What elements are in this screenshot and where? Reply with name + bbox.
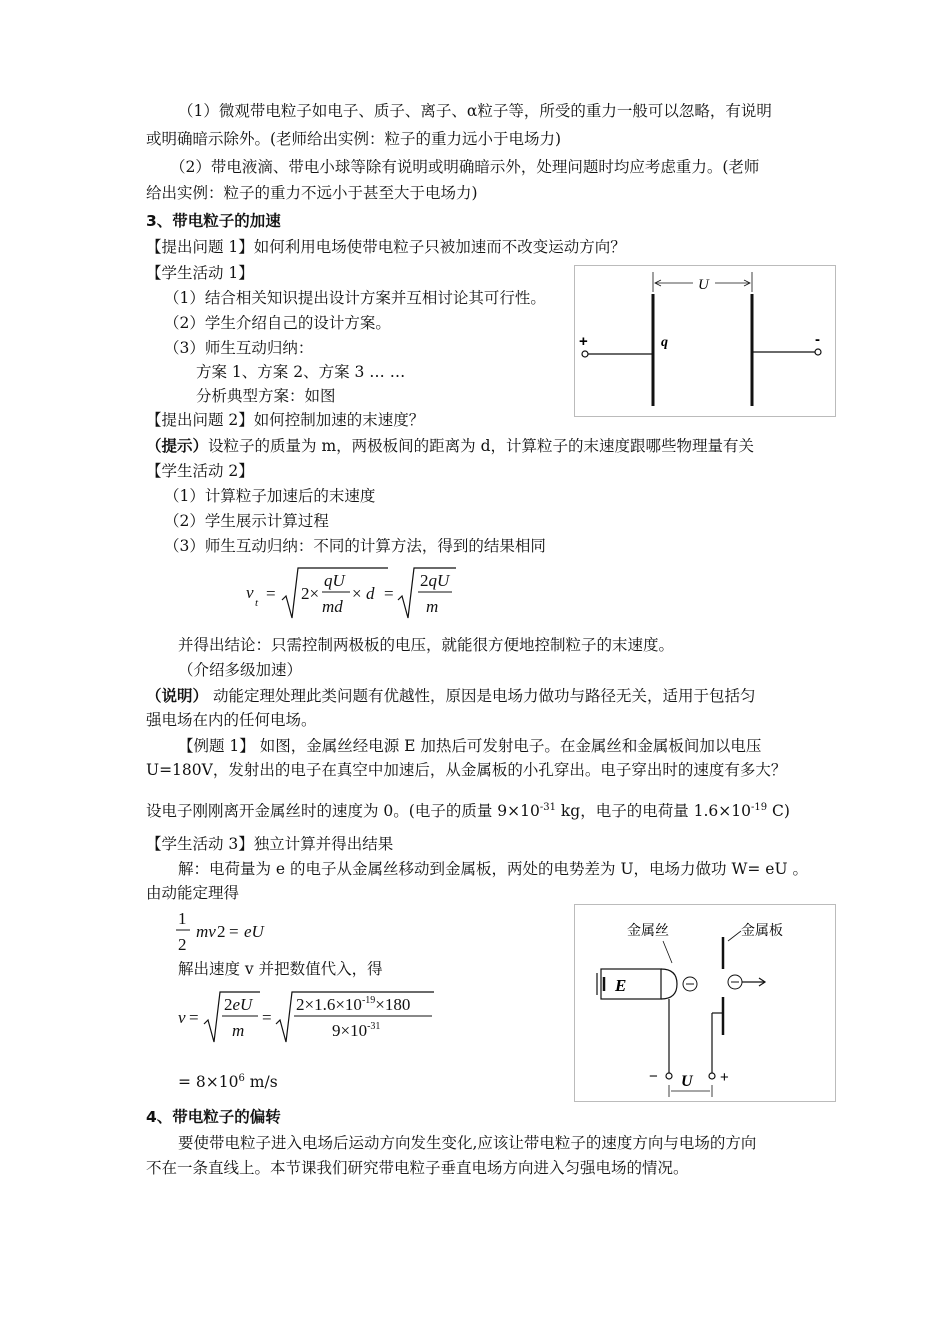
activity-3: 【学生活动 3】独立计算并得出结果	[146, 835, 394, 853]
svg-text:=: =	[189, 1008, 199, 1027]
svg-text:2eU: 2eU	[224, 995, 253, 1014]
activity-1-item-1: （1）结合相关知识提出设计方案并互相讨论其可行性。	[164, 289, 546, 307]
example-1c-text: 设电子刚刚离开金属丝时的速度为 0。(电子的质量 9×10	[146, 802, 540, 821]
note-text-a: 动能定理处理此类问题有优越性，原因是电场力做功与路径无关，适用于包括匀	[208, 687, 756, 705]
battery	[601, 969, 661, 999]
formula-velocity	[172, 986, 442, 1048]
svg-text:2×: 2×	[301, 584, 320, 603]
multi-stage: （介绍多级加速）	[178, 661, 303, 679]
para-1b: 或明确暗示除外。(老师给出实例：粒子的重力远小于电场力)	[146, 130, 562, 148]
example-1b: U=180V，发射出的电子在真空中加速后，从金属板的小孔穿出。电子穿出时的速度有多大？	[146, 761, 787, 779]
hint-label: （提示）	[146, 437, 209, 455]
svg-text:1: 1	[178, 909, 187, 928]
svg-text:v: v	[178, 1008, 186, 1027]
para-4a: 要使带电粒子进入电场后运动方向发生变化,应该让带电粒子的速度方向与电场的方向	[178, 1134, 757, 1152]
figure-filament	[574, 904, 836, 1102]
figure-plates	[574, 265, 836, 417]
svg-text:d: d	[366, 584, 375, 603]
positive-terminal	[582, 351, 588, 357]
question-2: 【提出问题 2】如何控制加速的末速度？	[146, 411, 425, 429]
solution-c: 解出速度 v 并把数值代入，得	[178, 960, 383, 978]
activity-2-item-3: （3）师生互动归纳：不同的计算方法，得到的结果相同	[164, 537, 546, 555]
example-1c	[146, 797, 790, 822]
wire-label: 金属丝	[627, 923, 669, 939]
formula-vt	[238, 562, 468, 624]
para-2b: 给出实例：粒子的重力不远小于甚至大于电场力)	[146, 184, 478, 202]
svg-text:2qU: 2qU	[420, 571, 450, 590]
svg-text:mv: mv	[196, 922, 216, 941]
activity-1-item-4: 方案 1、方案 2、方案 3 … …	[196, 363, 406, 381]
activity-1-item-2: （2）学生介绍自己的设计方案。	[164, 314, 391, 332]
svg-text:9×10-31: $9\times 10^{-31}$	[332, 1021, 381, 1040]
svg-text:qU: qU	[324, 571, 345, 590]
note-b: 强电场在内的任何电场。	[146, 711, 317, 729]
svg-text:2: 2	[178, 935, 187, 954]
example-1a: 【例题 1】 如图，金属丝经电源 E 加热后可发射电子。在金属丝和金属板间加以电压	[178, 737, 762, 755]
plates-diagram	[575, 266, 835, 416]
activity-2-item-2: （2）学生展示计算过程	[164, 512, 329, 530]
solution-b: 由动能定理得	[146, 884, 240, 902]
solution-a: 解：电荷量为 e 的电子从金属丝移动到金属板，两处的电势差为 U，电场力做功 W= eU 。	[178, 860, 808, 878]
conclusion: 并得出结论：只需控制两极板的电压，就能很方便地控制粒子的末速度。	[178, 636, 675, 654]
fig1-q-label: q	[661, 335, 668, 350]
fig2-U-label: U	[681, 1073, 693, 1090]
fig2-minus: −	[649, 1068, 658, 1085]
result-unit: m/s	[244, 1073, 278, 1092]
para-1a: （1）微观带电粒子如电子、质子、离子、α粒子等，所受的重力一般可以忽略，有说明	[178, 102, 772, 120]
example-1c-end: C)	[767, 802, 790, 821]
svg-text:=: =	[262, 1008, 272, 1027]
fig1-plus: +	[579, 333, 588, 350]
activity-2-item-1: （1）计算粒子加速后的末速度	[164, 487, 376, 505]
heading-4: 4、带电粒子的偏转	[146, 1108, 281, 1126]
electron-mass-exponent: -31	[539, 802, 556, 813]
svg-text:=: =	[229, 922, 239, 941]
battery-E-label: E	[615, 976, 627, 995]
electron-charge-exponent: -19	[750, 802, 768, 813]
svg-text:=: =	[384, 584, 394, 603]
negative-terminal	[815, 349, 821, 355]
svg-text:2: 2	[217, 922, 226, 941]
heading-3: 3、带电粒子的加速	[146, 212, 281, 230]
result-value: = 8×10	[178, 1073, 239, 1092]
svg-text:=: =	[266, 584, 276, 603]
para-2a: （2）带电液滴、带电小球等除有说明或明确暗示外，处理问题时均应考虑重力。(老师	[170, 158, 760, 176]
hint-text: 设粒子的质量为 m，两极板间的距离为 d，计算粒子的末速度跟哪些物理量有关	[208, 437, 754, 455]
result-exponent: 6	[238, 1073, 245, 1084]
question-1: 【提出问题 1】如何利用电场使带电粒子只被加速而不改变运动方向？	[146, 238, 626, 256]
svg-text:v: v	[246, 583, 254, 602]
note-label: （说明）	[146, 687, 209, 705]
svg-text:2×1.6×10-19×180: $2\times 1.6\times 10^{-19}\times 180$	[296, 995, 411, 1014]
fig1-U-label: U	[698, 277, 709, 293]
svg-text:t: t	[255, 597, 259, 609]
activity-2: 【学生活动 2】	[146, 462, 254, 480]
para-4b: 不在一条直线上。本节课我们研究带电粒子垂直电场方向进入匀强电场的情况。	[146, 1159, 689, 1177]
hint	[146, 435, 754, 457]
svg-text:×: ×	[352, 584, 362, 603]
svg-text:m: m	[232, 1021, 245, 1040]
result	[178, 1068, 278, 1093]
fig2-plus: +	[720, 1069, 729, 1086]
svg-text:md: md	[322, 597, 343, 616]
activity-1-item-5: 分析典型方案：如图	[196, 387, 336, 405]
example-1c-mid: kg，电子的电荷量 1.6×10	[555, 802, 751, 821]
svg-text:eU: eU	[244, 922, 264, 941]
filament-diagram	[575, 905, 835, 1101]
activity-1: 【学生活动 1】	[146, 264, 254, 282]
formula-energy	[172, 906, 282, 958]
note-a	[146, 685, 755, 707]
svg-text:m: m	[426, 597, 439, 616]
activity-1-item-3: （3）师生互动归纳：	[164, 339, 314, 357]
plate-label: 金属板	[741, 923, 783, 939]
fig1-minus: -	[815, 331, 820, 348]
